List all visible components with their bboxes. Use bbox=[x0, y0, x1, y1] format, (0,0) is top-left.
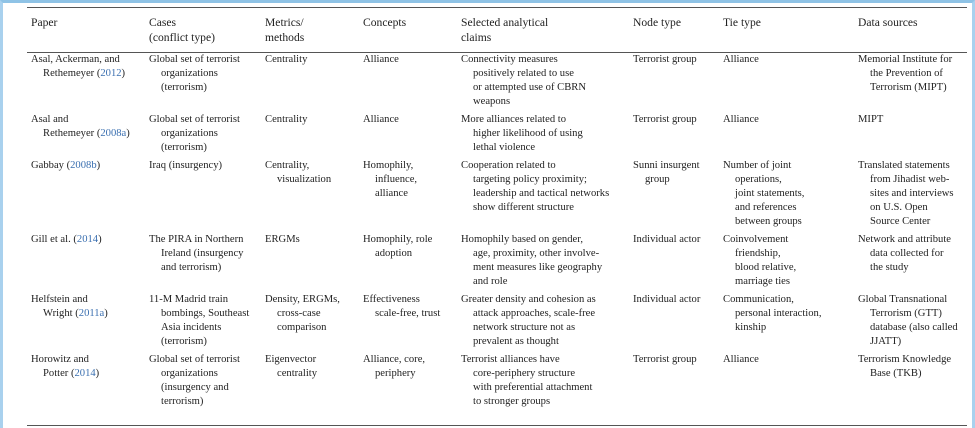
table-row bbox=[27, 111, 967, 157]
cell-concepts bbox=[359, 157, 457, 231]
header-concepts: Concepts bbox=[363, 16, 407, 29]
tie-line: Alliance bbox=[723, 114, 759, 125]
tie-line: Number of joint bbox=[723, 160, 792, 171]
cell-cases bbox=[145, 351, 261, 411]
tie-line: joint statements, bbox=[735, 188, 805, 199]
cell-sources bbox=[854, 351, 967, 411]
claims-line: higher likelihood of using bbox=[473, 128, 583, 139]
cell-tie bbox=[719, 291, 854, 351]
cell-concepts bbox=[359, 111, 457, 157]
cases-line: (terrorism) bbox=[161, 142, 207, 153]
tie-line: friendship, bbox=[735, 248, 781, 259]
concepts-line: influence, bbox=[375, 174, 418, 185]
paper-authors: Asal, Ackerman, and bbox=[31, 54, 120, 65]
cases-line: organizations bbox=[161, 68, 218, 79]
concepts-line: Alliance bbox=[363, 114, 399, 125]
claims-line: core-periphery structure bbox=[473, 368, 576, 379]
claims-line: Greater density and cohesion as bbox=[461, 294, 596, 305]
tie-line: operations, bbox=[735, 174, 782, 185]
table-bottom-rule bbox=[27, 425, 967, 426]
table-top-rule bbox=[27, 7, 967, 8]
cell-node bbox=[629, 291, 719, 351]
paper-authors-cont: Rethemeyer ( bbox=[43, 128, 101, 139]
cases-line: and terrorism) bbox=[161, 262, 222, 273]
cell-claims bbox=[457, 231, 629, 291]
sources-line: Network and attribute bbox=[858, 234, 951, 245]
sources-line: sites and interviews bbox=[870, 188, 954, 199]
cases-line: organizations bbox=[161, 128, 218, 139]
cell-paper bbox=[27, 157, 145, 231]
cell-tie bbox=[719, 111, 854, 157]
node-line: Terrorist group bbox=[633, 114, 697, 125]
cell-cases bbox=[145, 291, 261, 351]
paper-year-link[interactable]: 2014 bbox=[74, 368, 96, 379]
cell-cases bbox=[145, 231, 261, 291]
cell-sources bbox=[854, 291, 967, 351]
cell-cases bbox=[145, 157, 261, 231]
header-node-type: Node type bbox=[633, 16, 681, 29]
cell-metrics bbox=[261, 351, 359, 411]
cell-claims bbox=[457, 111, 629, 157]
paper-close: ) bbox=[104, 308, 108, 319]
sources-line: data collected for bbox=[870, 248, 944, 259]
sources-line: on U.S. Open bbox=[870, 202, 928, 213]
paper-authors: Gabbay ( bbox=[31, 160, 71, 171]
paper-year-link[interactable]: 2008b bbox=[70, 160, 97, 171]
header-tie-type: Tie type bbox=[723, 16, 761, 29]
claims-line: positively related to use bbox=[473, 68, 574, 79]
cell-sources bbox=[854, 231, 967, 291]
claims-line: prevalent as thought bbox=[473, 336, 559, 347]
paper-indent bbox=[31, 68, 100, 79]
cell-metrics bbox=[261, 111, 359, 157]
metrics-line: Centrality, bbox=[265, 160, 310, 171]
tie-line: Coinvolvement bbox=[723, 234, 789, 245]
cell-paper bbox=[27, 351, 145, 411]
cell-concepts bbox=[359, 351, 457, 411]
sources-line: Terrorism (GTT) bbox=[870, 308, 942, 319]
header-cases: Cases (conflict type) bbox=[149, 16, 215, 44]
claims-line: targeting policy proximity; bbox=[473, 174, 587, 185]
cell-metrics bbox=[261, 157, 359, 231]
cases-line: terrorism) bbox=[161, 396, 204, 407]
claims-line: age, proximity, other involve- bbox=[473, 248, 600, 259]
literature-table bbox=[27, 13, 967, 411]
cases-line: Global set of terrorist bbox=[149, 354, 240, 365]
paper-authors: Gill et al. ( bbox=[31, 234, 77, 245]
cases-line: (insurgency and bbox=[161, 382, 229, 393]
claims-line: lethal violence bbox=[473, 142, 536, 153]
table-row bbox=[27, 231, 967, 291]
paper-indent bbox=[31, 128, 100, 139]
claims-line: ment measures like geography bbox=[473, 262, 603, 273]
sources-line: MIPT bbox=[858, 114, 884, 125]
node-line: Individual actor bbox=[633, 294, 701, 305]
cell-paper bbox=[27, 291, 145, 351]
concepts-line: alliance bbox=[375, 188, 408, 199]
cell-tie bbox=[719, 51, 854, 111]
metrics-line: visualization bbox=[277, 174, 332, 185]
cases-line: Asia incidents bbox=[161, 322, 222, 333]
cell-tie bbox=[719, 157, 854, 231]
concepts-line: Homophily, role bbox=[363, 234, 433, 245]
concepts-line: scale-free, trust bbox=[375, 308, 441, 319]
cell-metrics bbox=[261, 291, 359, 351]
cases-line: Global set of terrorist bbox=[149, 114, 240, 125]
header-claims: Selected analytical claims bbox=[461, 16, 549, 44]
sources-line: the study bbox=[870, 262, 909, 273]
paper-indent bbox=[31, 308, 79, 319]
cell-node bbox=[629, 51, 719, 111]
table-row bbox=[27, 291, 967, 351]
header-metrics: Metrics/ methods bbox=[265, 16, 305, 44]
paper-year-link[interactable]: 2011a bbox=[78, 308, 105, 319]
cell-concepts bbox=[359, 51, 457, 111]
claims-line: and role bbox=[473, 276, 508, 287]
cell-cases bbox=[145, 51, 261, 111]
metrics-line: Density, ERGMs, bbox=[265, 294, 340, 305]
table-row bbox=[27, 157, 967, 231]
header-row bbox=[27, 13, 967, 51]
cases-line: 11-M Madrid train bbox=[149, 294, 229, 305]
tie-line: kinship bbox=[735, 322, 767, 333]
cell-sources bbox=[854, 157, 967, 231]
claims-line: Homophily based on gender, bbox=[461, 234, 583, 245]
cell-node bbox=[629, 351, 719, 411]
sources-line: Global Transnational bbox=[858, 294, 948, 305]
tie-line: blood relative, bbox=[735, 262, 797, 273]
header-data-sources: Data sources bbox=[858, 16, 918, 29]
metrics-line: Eigenvector bbox=[265, 354, 317, 365]
paper-authors: Horowitz and bbox=[31, 354, 89, 365]
sources-line: Terrorism (MIPT) bbox=[870, 82, 947, 93]
cases-line: (terrorism) bbox=[161, 336, 207, 347]
tie-line: Communication, bbox=[723, 294, 794, 305]
cell-metrics bbox=[261, 51, 359, 111]
tie-line: personal interaction, bbox=[735, 308, 822, 319]
concepts-line: Alliance bbox=[363, 54, 399, 65]
cell-metrics bbox=[261, 231, 359, 291]
paper-authors: Helfstein and bbox=[31, 294, 88, 305]
cell-node bbox=[629, 157, 719, 231]
paper-year-link[interactable]: 2008a bbox=[100, 128, 127, 139]
tie-line: Alliance bbox=[723, 354, 759, 365]
sources-line: from Jihadist web- bbox=[870, 174, 950, 185]
paper-close: ) bbox=[121, 68, 126, 79]
cases-line: organizations bbox=[161, 368, 218, 379]
cell-paper bbox=[27, 231, 145, 291]
claims-line: Connectivity measures bbox=[461, 54, 558, 65]
metrics-line: Centrality bbox=[265, 54, 308, 65]
cell-claims bbox=[457, 51, 629, 111]
sources-line: Terrorism Knowledge bbox=[858, 354, 952, 365]
claims-line: weapons bbox=[473, 96, 511, 107]
metrics-line: comparison bbox=[277, 322, 327, 333]
claims-line: with preferential attachment bbox=[473, 382, 593, 393]
claims-line: leadership and tactical networks bbox=[473, 188, 610, 199]
tie-line: between groups bbox=[735, 216, 802, 227]
claims-line: Cooperation related to bbox=[461, 160, 556, 171]
cell-claims bbox=[457, 291, 629, 351]
claims-line: More alliances related to bbox=[461, 114, 567, 125]
concepts-line: Alliance, core, bbox=[363, 354, 426, 365]
paper-authors-cont: Rethemeyer ( bbox=[43, 68, 101, 79]
claims-line: to stronger groups bbox=[473, 396, 551, 407]
cases-line: The PIRA in Northern bbox=[149, 234, 244, 245]
metrics-line: cross-case bbox=[277, 308, 321, 319]
paper-authors: Asal and bbox=[31, 114, 69, 125]
cell-tie bbox=[719, 351, 854, 411]
concepts-line: adoption bbox=[375, 248, 413, 259]
sources-line: the Prevention of bbox=[870, 68, 943, 79]
paper-close: ) bbox=[95, 368, 100, 379]
paper-close: ) bbox=[98, 234, 102, 245]
claims-line: attack approaches, scale-free bbox=[473, 308, 596, 319]
claims-line: network structure not as bbox=[473, 322, 576, 333]
cell-paper bbox=[27, 51, 145, 111]
sources-line: database (also called bbox=[870, 322, 958, 333]
paper-close: ) bbox=[96, 160, 101, 171]
cell-cases bbox=[145, 111, 261, 157]
tie-line: Alliance bbox=[723, 54, 759, 65]
cell-node bbox=[629, 231, 719, 291]
cases-line: Iraq (insurgency) bbox=[149, 160, 223, 171]
paper-authors-cont: Potter ( bbox=[43, 368, 75, 379]
claims-line: or attempted use of CBRN bbox=[473, 82, 586, 93]
metrics-line: ERGMs bbox=[265, 234, 300, 245]
node-line: group bbox=[645, 174, 670, 185]
node-line: Individual actor bbox=[633, 234, 701, 245]
node-line: Sunni insurgent bbox=[633, 160, 700, 171]
cell-node bbox=[629, 111, 719, 157]
cell-claims bbox=[457, 157, 629, 231]
cell-tie bbox=[719, 231, 854, 291]
cell-sources bbox=[854, 51, 967, 111]
node-line: Terrorist group bbox=[633, 354, 697, 365]
sources-line: JJATT) bbox=[870, 336, 902, 347]
paper-close: ) bbox=[126, 128, 130, 139]
paper-year-link[interactable]: 2014 bbox=[76, 234, 99, 245]
paper-indent bbox=[31, 368, 74, 379]
sources-line: Translated statements bbox=[858, 160, 950, 171]
node-line: Terrorist group bbox=[633, 54, 697, 65]
concepts-line: periphery bbox=[375, 368, 416, 379]
cell-sources bbox=[854, 111, 967, 157]
concepts-line: Homophily, bbox=[363, 160, 414, 171]
sources-line: Source Center bbox=[870, 216, 931, 227]
metrics-line: centrality bbox=[277, 368, 318, 379]
sources-line: Base (TKB) bbox=[870, 368, 922, 379]
cell-concepts bbox=[359, 231, 457, 291]
concepts-line: Effectiveness bbox=[363, 294, 420, 305]
cases-line: bombings, Southeast bbox=[161, 308, 250, 319]
metrics-line: Centrality bbox=[265, 114, 308, 125]
cases-line: Ireland (insurgency bbox=[161, 248, 244, 259]
tie-line: and references bbox=[735, 202, 797, 213]
claims-line: show different structure bbox=[473, 202, 575, 213]
cell-concepts bbox=[359, 291, 457, 351]
paper-year-link[interactable]: 2012 bbox=[100, 68, 122, 79]
claims-line: Terrorist alliances have bbox=[461, 354, 560, 365]
cell-claims bbox=[457, 351, 629, 411]
table-row bbox=[27, 351, 967, 411]
tie-line: marriage ties bbox=[735, 276, 791, 287]
cell-paper bbox=[27, 111, 145, 157]
table-row bbox=[27, 51, 967, 111]
paper-authors-cont: Wright ( bbox=[43, 308, 79, 319]
cases-line: Global set of terrorist bbox=[149, 54, 240, 65]
cases-line: (terrorism) bbox=[161, 82, 207, 93]
header-paper: Paper bbox=[31, 16, 58, 29]
sources-line: Memorial Institute for bbox=[858, 54, 953, 65]
